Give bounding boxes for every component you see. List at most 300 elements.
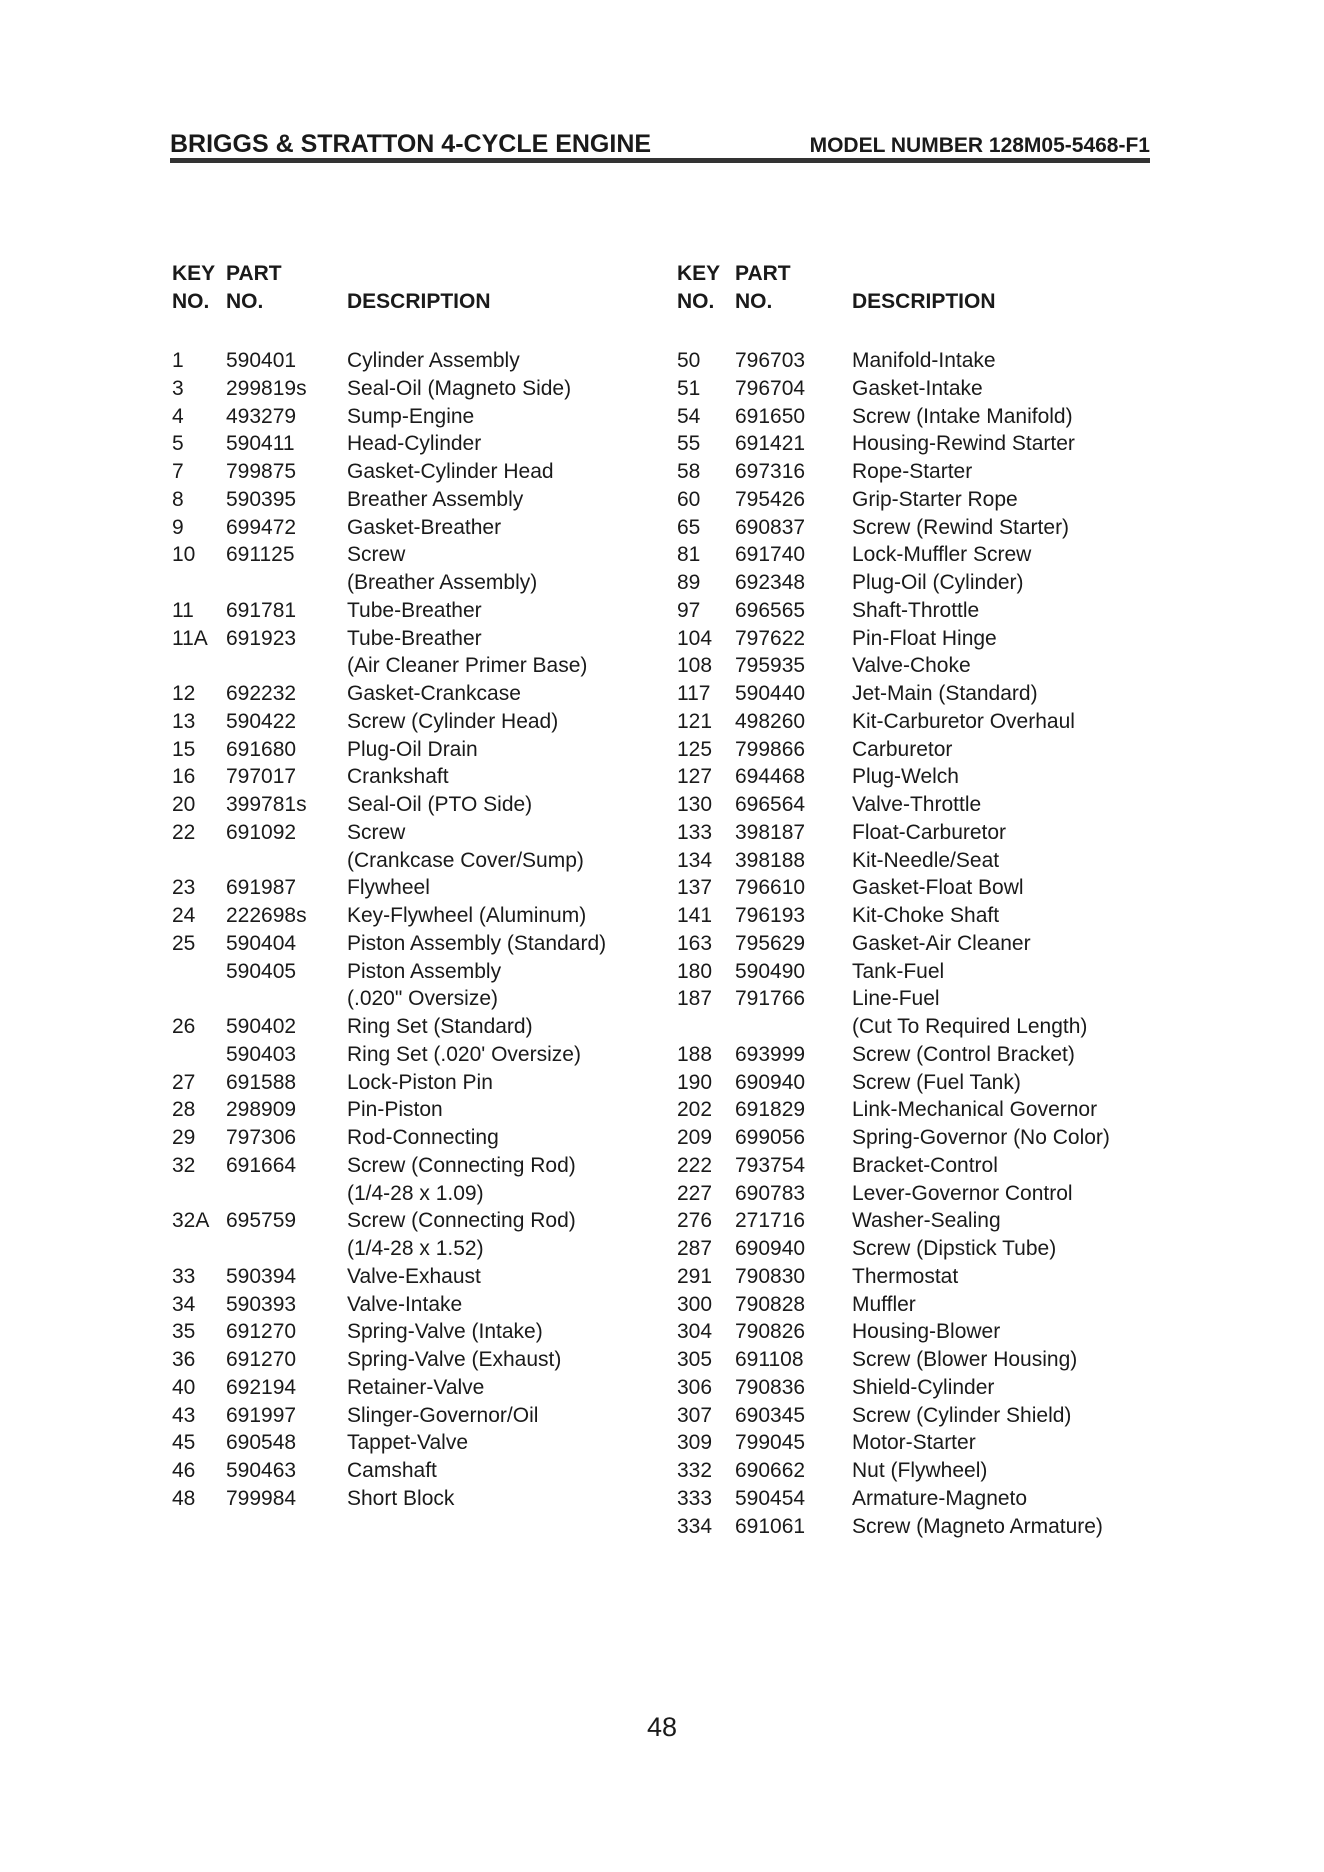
part-description: Cylinder Assembly — [347, 349, 520, 372]
key-number: 58 — [677, 460, 701, 483]
part-number: 693999 — [735, 1042, 806, 1066]
part-number: 691061 — [735, 1514, 806, 1538]
key-number: 333 — [677, 1486, 713, 1510]
part-description: (1/4-28 x 1.09) — [347, 1181, 484, 1205]
part-number: 691421 — [735, 432, 806, 456]
part-description: Carburetor — [852, 737, 953, 761]
part-description: Sump-Engine — [347, 404, 475, 428]
table-row — [172, 847, 672, 875]
key-number: 291 — [677, 1264, 713, 1288]
part-description: Spring-Valve (Exhaust) — [347, 1348, 562, 1371]
table-row — [677, 1374, 1177, 1402]
table-row — [677, 569, 1177, 597]
key-number: 9 — [172, 515, 184, 539]
key-number: 10 — [172, 543, 196, 567]
key-no-header: KEY — [172, 262, 216, 285]
key-number: 55 — [677, 432, 701, 456]
key-number: 16 — [172, 765, 196, 789]
part-number: 690548 — [226, 1431, 297, 1455]
key-number: 108 — [677, 654, 713, 678]
table-row — [172, 763, 672, 791]
page-number: 48 — [646, 1712, 678, 1742]
part-description: Seal-Oil (PTO Side) — [347, 793, 533, 816]
key-number: 45 — [172, 1431, 196, 1455]
key-number: 50 — [677, 349, 701, 372]
part-number: 691108 — [735, 1348, 804, 1371]
part-number: 790836 — [735, 1375, 806, 1399]
part-description: Screw (Intake Manifold) — [852, 404, 1073, 428]
part-description: Manifold-Intake — [852, 349, 996, 372]
part-number: 797306 — [226, 1126, 297, 1149]
part-description: Piston Assembly (Standard) — [347, 931, 607, 955]
part-number: 799984 — [226, 1486, 297, 1510]
part-description: Screw (Dipstick Tube) — [852, 1237, 1057, 1260]
part-number: 690345 — [735, 1403, 806, 1427]
part-number: 590422 — [226, 709, 297, 733]
part-number: 399781s — [226, 793, 307, 816]
key-number: 32A — [172, 1209, 210, 1233]
table-row — [677, 1402, 1177, 1430]
part-number: 791766 — [735, 987, 806, 1011]
key-number: 27 — [172, 1070, 196, 1094]
key-number: 305 — [677, 1348, 713, 1371]
part-description: Tank-Fuel — [852, 959, 945, 983]
part-description: Gasket-Cylinder Head — [347, 460, 554, 483]
part-description: Screw (Blower Housing) — [852, 1348, 1078, 1371]
part-description: Key-Flywheel (Aluminum) — [347, 904, 587, 927]
part-description: Lock-Piston Pin — [347, 1070, 493, 1094]
part-number: 793754 — [735, 1153, 806, 1177]
table-row — [677, 1318, 1177, 1346]
part-number: 699056 — [735, 1126, 806, 1149]
key-number: 202 — [677, 1098, 713, 1122]
table-row — [677, 1041, 1177, 1069]
key-number: 29 — [172, 1126, 196, 1149]
table-row — [172, 458, 672, 486]
part-number: 590401 — [226, 349, 297, 372]
key-number: 3 — [172, 376, 184, 400]
table-row — [172, 569, 672, 597]
table-row — [172, 1207, 672, 1235]
table-row — [172, 1346, 672, 1374]
part-number: 590463 — [226, 1459, 297, 1482]
part-number: 590404 — [226, 931, 297, 955]
parts-rows — [172, 347, 672, 1513]
key-number: 54 — [677, 404, 701, 428]
part-description: Screw (Magneto Armature) — [852, 1514, 1103, 1538]
table-row — [677, 1235, 1177, 1263]
part-number: 695759 — [226, 1209, 297, 1233]
part-description: Camshaft — [347, 1459, 437, 1482]
part-number: 590394 — [226, 1264, 297, 1288]
part-description: Jet-Main (Standard) — [852, 682, 1038, 705]
part-description: Link-Mechanical Governor — [852, 1098, 1098, 1122]
key-number: 40 — [172, 1375, 196, 1399]
part-number: 299819s — [226, 376, 307, 400]
part-description: Valve-Choke — [852, 654, 971, 678]
key-number: 20 — [172, 793, 196, 816]
key-number: 137 — [677, 876, 713, 900]
part-number: 590403 — [226, 1042, 297, 1066]
table-row — [677, 819, 1177, 847]
part-description: Rod-Connecting — [347, 1126, 499, 1149]
parts-list-right — [677, 262, 1177, 1540]
key-number: 13 — [172, 709, 196, 733]
part-description: Screw (Fuel Tank) — [852, 1070, 1021, 1094]
part-number: 691650 — [735, 404, 806, 428]
part-number: 691125 — [226, 543, 295, 567]
part-number: 691740 — [735, 543, 806, 567]
key-number: 60 — [677, 487, 701, 511]
part-description: Lock-Muffler Screw — [852, 543, 1032, 567]
key-number: 141 — [677, 904, 713, 927]
part-number: 799045 — [735, 1431, 806, 1455]
part-number: 795629 — [735, 931, 806, 955]
key-number: 180 — [677, 959, 713, 983]
part-number: 690662 — [735, 1459, 806, 1482]
description-header: DESCRIPTION — [852, 290, 996, 313]
table-row — [172, 514, 672, 542]
table-row — [172, 541, 672, 569]
description-header: DESCRIPTION — [347, 290, 491, 313]
table-row — [677, 763, 1177, 791]
key-number: 22 — [172, 820, 196, 844]
table-row — [172, 403, 672, 431]
part-description: Nut (Flywheel) — [852, 1459, 988, 1482]
part-description: Piston Assembly — [347, 959, 502, 983]
part-description: Shield-Cylinder — [852, 1375, 995, 1399]
table-row — [677, 458, 1177, 486]
table-row — [677, 347, 1177, 375]
key-no-header-line2: NO. — [172, 290, 210, 313]
part-number: 590454 — [735, 1486, 806, 1510]
part-description: Housing-Blower — [852, 1320, 1001, 1344]
part-number: 790828 — [735, 1292, 806, 1316]
part-description: Plug-Oil (Cylinder) — [852, 571, 1024, 594]
table-row — [172, 597, 672, 625]
part-number: 498260 — [735, 709, 806, 733]
table-row — [677, 874, 1177, 902]
part-description: Slinger-Governor/Oil — [347, 1403, 539, 1427]
part-description: (Cut To Required Length) — [852, 1015, 1088, 1038]
key-number: 65 — [677, 515, 701, 539]
part-number: 691923 — [226, 626, 297, 650]
part-number: 799866 — [735, 737, 806, 761]
part-description: Thermostat — [852, 1264, 959, 1288]
part-description: Plug-Welch — [852, 765, 959, 789]
part-description: Shaft-Throttle — [852, 598, 980, 622]
table-row — [172, 1485, 672, 1513]
key-number: 125 — [677, 737, 713, 761]
part-description: Tappet-Valve — [347, 1431, 469, 1455]
part-description: Screw (Connecting Rod) — [347, 1153, 576, 1177]
key-number: 48 — [172, 1486, 196, 1510]
table-row — [677, 1513, 1177, 1541]
part-description: Ring Set (Standard) — [347, 1015, 533, 1038]
part-description: Rope-Starter — [852, 460, 973, 483]
key-number: 190 — [677, 1070, 713, 1094]
key-number: 306 — [677, 1375, 713, 1399]
table-row — [172, 680, 672, 708]
key-number: 11A — [172, 626, 208, 650]
part-number: 590411 — [226, 432, 295, 456]
part-number: 590405 — [226, 959, 297, 983]
part-number: 690940 — [735, 1237, 806, 1260]
part-number: 691588 — [226, 1070, 297, 1094]
part-number: 691092 — [226, 820, 297, 844]
table-row — [172, 1291, 672, 1319]
key-number: 127 — [677, 765, 713, 789]
part-number: 691781 — [226, 598, 297, 622]
part-number: 692232 — [226, 682, 297, 705]
part-description: Gasket-Crankcase — [347, 682, 521, 705]
document-title: BRIGGS & STRATTON 4-CYCLE ENGINE — [170, 130, 652, 158]
key-no-header: KEY — [677, 262, 721, 285]
table-row — [172, 1235, 672, 1263]
key-number: 188 — [677, 1042, 713, 1066]
part-description: Screw (Cylinder Shield) — [852, 1403, 1072, 1427]
key-number: 209 — [677, 1126, 713, 1149]
part-number: 796704 — [735, 376, 806, 400]
part-number: 590393 — [226, 1292, 297, 1316]
part-number: 690783 — [735, 1181, 806, 1205]
part-number: 691664 — [226, 1153, 297, 1177]
part-description: Kit-Needle/Seat — [852, 848, 1000, 872]
part-description: Screw (Control Bracket) — [852, 1042, 1075, 1066]
table-row — [677, 430, 1177, 458]
table-row — [677, 680, 1177, 708]
part-number: 222698s — [226, 904, 307, 927]
table-row — [172, 1263, 672, 1291]
part-description: (.020" Oversize) — [347, 987, 498, 1011]
part-number: 398187 — [735, 820, 806, 844]
part-description: Motor-Starter — [852, 1431, 976, 1455]
table-row — [677, 652, 1177, 680]
part-number: 493279 — [226, 404, 297, 428]
part-number: 690837 — [735, 515, 806, 539]
key-number: 43 — [172, 1403, 196, 1427]
table-row — [172, 1069, 672, 1097]
table-row — [677, 1207, 1177, 1235]
part-description: Kit-Choke Shaft — [852, 904, 1000, 927]
part-no-header-line2: NO. — [735, 290, 773, 313]
table-row — [677, 1152, 1177, 1180]
table-row — [677, 736, 1177, 764]
table-row — [172, 708, 672, 736]
table-row — [677, 1429, 1177, 1457]
part-number: 691270 — [226, 1320, 297, 1344]
table-row — [677, 708, 1177, 736]
part-number: 398188 — [735, 848, 806, 872]
column-headers — [677, 262, 1177, 322]
table-row — [677, 847, 1177, 875]
part-number: 790826 — [735, 1320, 806, 1344]
key-number: 287 — [677, 1237, 713, 1260]
part-number: 796610 — [735, 876, 806, 900]
parts-list-left — [172, 262, 672, 1513]
key-number: 4 — [172, 404, 184, 428]
key-number: 34 — [172, 1292, 196, 1316]
part-description: (Breather Assembly) — [347, 571, 538, 594]
key-number: 130 — [677, 793, 713, 816]
table-row — [172, 1013, 672, 1041]
part-description: (1/4-28 x 1.52) — [347, 1237, 484, 1260]
part-number: 699472 — [226, 515, 297, 539]
table-row — [677, 1346, 1177, 1374]
part-number: 590395 — [226, 487, 297, 511]
part-description: Pin-Piston — [347, 1098, 443, 1122]
part-description: Gasket-Float Bowl — [852, 876, 1024, 900]
table-row — [677, 958, 1177, 986]
table-row — [172, 347, 672, 375]
part-number: 696565 — [735, 598, 806, 622]
part-number: 797622 — [735, 626, 806, 650]
part-number: 590402 — [226, 1015, 297, 1038]
table-row — [677, 1485, 1177, 1513]
part-number: 697316 — [735, 460, 806, 483]
table-row — [172, 486, 672, 514]
table-row — [172, 1152, 672, 1180]
table-row — [172, 1041, 672, 1069]
table-row — [172, 430, 672, 458]
part-description: Valve-Exhaust — [347, 1264, 481, 1288]
part-number: 590490 — [735, 959, 806, 983]
table-row — [172, 1457, 672, 1485]
part-description: Valve-Intake — [347, 1292, 463, 1316]
key-number: 11 — [172, 598, 194, 622]
key-number: 1 — [172, 349, 184, 372]
table-row — [677, 514, 1177, 542]
key-number: 51 — [677, 376, 701, 400]
part-description: Tube-Breather — [347, 626, 482, 650]
table-row — [677, 902, 1177, 930]
key-number: 28 — [172, 1098, 196, 1122]
table-row — [677, 541, 1177, 569]
table-row — [172, 1429, 672, 1457]
part-description: Screw (Rewind Starter) — [852, 515, 1070, 539]
key-number: 304 — [677, 1320, 713, 1344]
key-number: 81 — [677, 543, 701, 567]
part-number: 691270 — [226, 1348, 297, 1371]
key-number: 26 — [172, 1015, 196, 1038]
key-number: 24 — [172, 904, 196, 927]
table-row — [172, 736, 672, 764]
table-row — [172, 958, 672, 986]
part-description: Bracket-Control — [852, 1153, 998, 1177]
table-row — [677, 1013, 1177, 1041]
table-row — [172, 874, 672, 902]
part-description: Breather Assembly — [347, 487, 524, 511]
part-description: Gasket-Air Cleaner — [852, 931, 1031, 955]
part-description: Float-Carburetor — [852, 820, 1007, 844]
part-no-header: PART — [226, 262, 282, 285]
table-row — [172, 1402, 672, 1430]
part-description: (Air Cleaner Primer Base) — [347, 654, 588, 678]
table-row — [172, 1180, 672, 1208]
key-number: 222 — [677, 1153, 713, 1177]
part-description: Short Block — [347, 1486, 455, 1510]
part-description: Retainer-Valve — [347, 1375, 485, 1399]
key-number: 36 — [172, 1348, 196, 1371]
table-row — [172, 652, 672, 680]
key-number: 117 — [677, 682, 711, 705]
key-number: 187 — [677, 987, 713, 1011]
part-description: (Crankcase Cover/Sump) — [347, 848, 584, 872]
part-description: Crankshaft — [347, 765, 449, 789]
table-row — [677, 486, 1177, 514]
key-number: 5 — [172, 432, 184, 456]
part-description: Spring-Governor (No Color) — [852, 1126, 1110, 1149]
key-number: 25 — [172, 931, 196, 955]
table-row — [172, 819, 672, 847]
table-row — [677, 930, 1177, 958]
key-number: 134 — [677, 848, 713, 872]
key-number: 332 — [677, 1459, 713, 1482]
key-number: 97 — [677, 598, 701, 622]
table-row — [677, 791, 1177, 819]
part-number: 694468 — [735, 765, 806, 789]
table-row — [677, 1069, 1177, 1097]
part-description: Washer-Sealing — [852, 1209, 1001, 1233]
part-number: 790830 — [735, 1264, 806, 1288]
table-row — [677, 403, 1177, 431]
table-row — [172, 625, 672, 653]
part-description: Spring-Valve (Intake) — [347, 1320, 543, 1344]
table-row — [677, 597, 1177, 625]
part-description: Seal-Oil (Magneto Side) — [347, 376, 572, 400]
part-number: 690940 — [735, 1070, 806, 1094]
table-row — [677, 625, 1177, 653]
key-number: 163 — [677, 931, 713, 955]
part-description: Tube-Breather — [347, 598, 482, 622]
table-row — [677, 985, 1177, 1013]
table-row — [172, 985, 672, 1013]
table-row — [172, 902, 672, 930]
part-description: Line-Fuel — [852, 987, 940, 1011]
key-number: 46 — [172, 1459, 196, 1482]
part-description: Flywheel — [347, 876, 430, 900]
table-row — [172, 375, 672, 403]
part-number: 691680 — [226, 737, 297, 761]
part-number: 691987 — [226, 876, 297, 900]
key-number: 227 — [677, 1181, 713, 1205]
key-number: 32 — [172, 1153, 196, 1177]
key-number: 300 — [677, 1292, 713, 1316]
part-number: 795935 — [735, 654, 806, 678]
part-number: 590440 — [735, 682, 806, 705]
model-number: MODEL NUMBER 128M05-5468-F1 — [809, 134, 1150, 157]
part-no-header-line2: NO. — [226, 290, 264, 313]
part-number: 298909 — [226, 1098, 297, 1122]
key-number: 307 — [677, 1403, 713, 1427]
table-row — [677, 1124, 1177, 1152]
part-description: Head-Cylinder — [347, 432, 482, 456]
part-number: 691829 — [735, 1098, 806, 1122]
part-number: 271716 — [735, 1209, 806, 1233]
part-description: Pin-Float Hinge — [852, 626, 997, 650]
key-number: 309 — [677, 1431, 713, 1455]
key-number: 121 — [677, 709, 713, 733]
part-no-header: PART — [735, 262, 791, 285]
part-description: Screw — [347, 820, 406, 844]
header-rule — [170, 158, 1150, 163]
part-description: Grip-Starter Rope — [852, 487, 1018, 511]
part-description: Plug-Oil Drain — [347, 737, 478, 761]
part-description: Ring Set (.020' Oversize) — [347, 1042, 581, 1066]
table-row — [677, 1457, 1177, 1485]
part-description: Housing-Rewind Starter — [852, 432, 1075, 456]
table-row — [677, 1180, 1177, 1208]
